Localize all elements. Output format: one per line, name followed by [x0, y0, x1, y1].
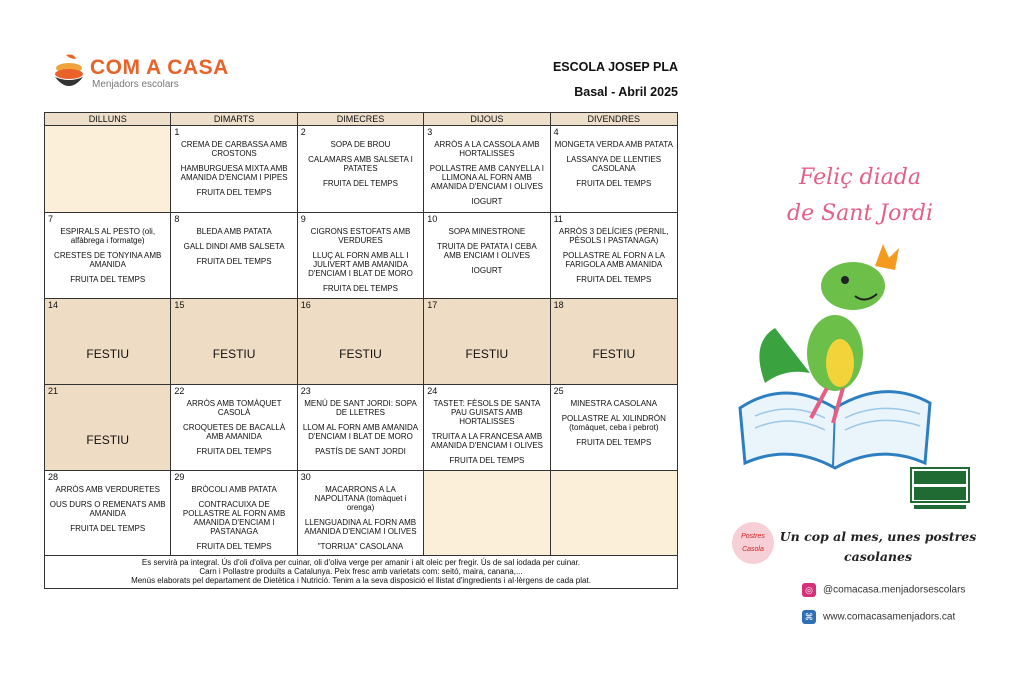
- dessert: FRUITA DEL TEMPS: [449, 456, 525, 465]
- second-course: HAMBURGUESA MIXTA AMB AMANIDA D'ENCIAM I PIPES: [180, 164, 288, 182]
- dish-list: [555, 399, 673, 453]
- day-number: 30: [300, 472, 311, 482]
- day-cell-empty: [45, 126, 171, 212]
- menu-notes: [45, 556, 677, 588]
- calendar-week: [45, 471, 677, 556]
- brand-name: COM A CASA: [90, 56, 229, 79]
- dish-list: [428, 140, 545, 212]
- dessert: "TORRIJA" CASOLANA: [317, 542, 404, 551]
- holiday-cell: [45, 299, 171, 384]
- dish-list: [175, 485, 292, 555]
- day-number: 29: [174, 472, 185, 482]
- dessert: IOGURT: [471, 197, 503, 206]
- second-course: CROQUETES DE BACALLÀ AMB AMANIDA: [182, 423, 286, 441]
- day-cell: [171, 213, 297, 298]
- weekday-label: DIMARTS: [171, 113, 297, 125]
- holiday-cell: [298, 299, 424, 384]
- day-number: 15: [174, 300, 185, 310]
- day-cell: [551, 126, 677, 212]
- day-cell: [171, 126, 297, 212]
- day-number: 3: [427, 127, 433, 137]
- second-course: OUS DURS O REMENATS AMB AMANIDA: [49, 500, 166, 518]
- dessert: FRUITA DEL TEMPS: [323, 284, 398, 293]
- day-cell-empty: [551, 471, 677, 555]
- dish-list: [302, 140, 419, 194]
- day-cell: [298, 385, 424, 470]
- dish-list: [175, 399, 292, 462]
- greeting-line: Feliç diada: [799, 165, 921, 190]
- weekday-label: DIJOUS: [424, 113, 550, 125]
- day-number: 28: [48, 472, 59, 482]
- day-cell: [551, 213, 677, 298]
- day-number: 18: [553, 300, 564, 310]
- holiday-label: FESTIU: [86, 433, 130, 447]
- dessert: FRUITA DEL TEMPS: [576, 275, 652, 284]
- school-name: ESCOLA JOSEP PLA: [552, 60, 678, 74]
- instagram-link[interactable]: [802, 583, 965, 597]
- second-course: LLUÇ AL FORN AMB ALL I JULIVERT AMB AMANIDA D'ENCIAM I BLAT DE MORO: [308, 251, 413, 278]
- first-course: SOPA MINESTRONE: [448, 227, 526, 236]
- holiday-cell: [424, 299, 550, 384]
- day-cell: [424, 385, 550, 470]
- day-cell: [298, 126, 424, 212]
- day-number: 23: [300, 386, 311, 396]
- badge-text: Casola: [742, 546, 764, 553]
- greeting-line: de Sant Jordi: [787, 201, 933, 226]
- day-number: 24: [427, 386, 438, 396]
- dessert: FRUITA DEL TEMPS: [70, 524, 146, 533]
- second-course: CRESTES DE TONYINA AMB AMANIDA: [54, 251, 162, 269]
- note-line: Es servirà pa integral. Ús d'oli d'oliva per cuinar, oli d'oliva verge per amanir i alt oleic per fregir. Ús de sal iodada per cuinar.: [141, 558, 581, 567]
- weekday-label: DIMECRES: [298, 113, 424, 125]
- holiday-label: FESTIU: [465, 347, 509, 361]
- day-number: 7: [48, 214, 54, 224]
- day-number: 22: [174, 386, 185, 396]
- bosa-daqui-icon: [910, 467, 970, 511]
- weekday-label: DILLUNS: [45, 113, 171, 125]
- day-cell: [45, 213, 171, 298]
- dish-list: [428, 399, 545, 470]
- day-number: 9: [300, 214, 306, 224]
- instagram-icon: ◎: [802, 583, 816, 597]
- day-number: 10: [427, 214, 438, 224]
- dessert: IOGURT: [471, 266, 503, 275]
- dessert: FRUITA DEL TEMPS: [196, 188, 272, 197]
- first-course: MACARRONS A LA NAPOLITANA (tomàquet i orenga): [314, 485, 407, 512]
- second-course: LLENGUADINA AL FORN AMB AMANIDA D'ENCIAM I OLIVES: [304, 518, 417, 536]
- holiday-cell: [551, 299, 677, 384]
- calendar-week: [45, 385, 677, 471]
- dessert: FRUITA DEL TEMPS: [323, 179, 398, 188]
- dessert: FRUITA DEL TEMPS: [576, 438, 652, 447]
- holiday-cell: [45, 385, 171, 470]
- dish-list: [302, 399, 419, 462]
- day-cell-empty: [424, 471, 550, 555]
- second-course: TRUITA DE PATATA I CEBA AMB ENCIAM I OLIVES: [437, 242, 537, 260]
- dish-list: [49, 227, 166, 290]
- dessert: FRUITA DEL TEMPS: [196, 542, 272, 551]
- calendar-week: [45, 126, 677, 213]
- dish-list: [555, 227, 673, 290]
- dessert: FRUITA DEL TEMPS: [576, 179, 652, 188]
- first-course: SOPA DE BROU: [330, 140, 391, 149]
- first-course: ARRÒS 3 DELÍCIES (PERNIL, PÈSOLS I PASTANAGA): [558, 227, 669, 245]
- second-course: GALL DINDI AMB SALSETA: [183, 242, 285, 251]
- day-cell: [298, 213, 424, 298]
- first-course: TASTET: FÈSOLS DE SANTA PAU GUISATS AMB HORTALISSES: [433, 399, 541, 426]
- dish-list: [49, 485, 166, 539]
- day-cell: [45, 471, 171, 555]
- day-number: 4: [553, 127, 559, 137]
- first-course: BLEDA AMB PATATA: [196, 227, 272, 236]
- second-course: POLLASTRE AL XILINDRÓN (tomàquet, ceba i pebrot): [561, 414, 666, 432]
- dish-list: [175, 227, 292, 272]
- second-course: LLOM AL FORN AMB AMANIDA D'ENCIAM I BLAT DE MORO: [302, 423, 419, 441]
- day-cell: [171, 385, 297, 470]
- first-course: CREMA DE CARBASSA AMB CROSTONS: [180, 140, 288, 158]
- instagram-handle: @comacasa.menjadorsescolars: [823, 584, 966, 596]
- day-number: 2: [300, 127, 306, 137]
- weekday-header: [45, 113, 677, 126]
- day-cell: [298, 471, 424, 555]
- holiday-cell: [171, 299, 297, 384]
- first-course: ARRÒS AMB TOMÀQUET CASOLÀ: [186, 399, 282, 417]
- first-course: CIGRONS ESTOFATS AMB VERDURES: [310, 227, 411, 245]
- second-course: LASSANYA DE LLENTIES CASOLANA: [566, 155, 662, 173]
- note-line: Menús elaborats pel departament de Dietètica i Nutrició. Tenim a la seva disposició el llistat d'ingredients i al·lèrgens de cada plat.: [131, 576, 591, 585]
- weekday-label: DIVENDRES: [587, 114, 641, 124]
- holiday-label: FESTIU: [592, 347, 636, 361]
- first-course: BRÒCOLI AMB PATATA: [191, 485, 277, 494]
- second-course: POLLASTRE AL FORN A LA FARIGOLA AMB AMANIDA: [562, 251, 665, 269]
- holiday-label: FESTIU: [86, 347, 130, 361]
- day-number: 1: [174, 127, 180, 137]
- day-number: 11: [553, 214, 563, 224]
- calendar-week: [45, 299, 677, 385]
- day-cell: [424, 126, 550, 212]
- dish-list: [302, 485, 419, 555]
- dessert: FRUITA DEL TEMPS: [70, 275, 146, 284]
- dessert: FRUITA DEL TEMPS: [196, 257, 272, 266]
- day-cell: [424, 213, 550, 298]
- dish-list: [175, 140, 292, 203]
- dish-list: [302, 227, 419, 298]
- first-course: ESPIRALS AL PESTO (oli, alfàbrega i formatge): [60, 227, 156, 245]
- menu-calendar: [44, 112, 678, 589]
- second-course: CALAMARS AMB SALSETA I PATATES: [308, 155, 413, 173]
- dish-list: [428, 227, 545, 281]
- day-number: 21: [48, 386, 59, 396]
- note-line: Carn i Pollastre produïts a Catalunya. Peix fresc amb varietats com: seitó, maira, canana,...: [199, 567, 523, 576]
- web-icon: ⌘: [802, 610, 816, 624]
- badge-text: Postres: [741, 533, 765, 540]
- website-link[interactable]: [802, 610, 955, 624]
- first-course: ARRÒS A LA CASSOLA AMB HORTALISSES: [434, 140, 540, 158]
- first-course: MENÚ DE SANT JORDI: SOPA DE LLETRES: [304, 399, 417, 417]
- first-course: MONGETA VERDA AMB PATATA: [554, 140, 673, 149]
- calendar-week: [45, 213, 677, 299]
- second-course: POLLASTRE AMB CANYELLA I LLIMONA AL FORN AMB AMANIDA D'ENCIAM I OLIVES: [429, 164, 545, 191]
- second-course: CONTRACUIXA DE POLLASTRE AL FORN AMB AMANIDA D'ENCIAM I PASTANAGA: [182, 500, 286, 536]
- dish-list: [555, 140, 673, 194]
- day-number: 16: [300, 300, 311, 310]
- day-number: 17: [427, 300, 438, 310]
- day-cell: [551, 385, 677, 470]
- bowl-logo-icon: [52, 52, 86, 92]
- postres-message: Un cop al mes, unes postres casolanes: [779, 529, 977, 564]
- brand-subtitle: Menjadors escolars: [92, 79, 179, 90]
- dessert: FRUITA DEL TEMPS: [196, 447, 272, 456]
- menu-period: Basal - Abril 2025: [574, 85, 678, 99]
- dessert: PASTÍS DE SANT JORDI: [315, 447, 406, 456]
- holiday-label: FESTIU: [212, 347, 256, 361]
- day-number: 14: [48, 300, 59, 310]
- bosa-daqui-logo: [910, 467, 970, 511]
- holiday-label: FESTIU: [339, 347, 382, 361]
- sant-jordi-greeting: [760, 160, 960, 232]
- day-cell: [171, 471, 297, 555]
- day-number: 8: [174, 214, 180, 224]
- brand-logo: [52, 52, 232, 94]
- website-url: www.comacasamenjadors.cat: [823, 611, 956, 623]
- postres-badge: [732, 522, 774, 564]
- dragon-book-illustration: [735, 238, 935, 470]
- day-number: 25: [553, 386, 564, 396]
- second-course: TRUITA A LA FRANCESA AMB AMANIDA D'ENCIAM I OLIVES: [430, 432, 543, 450]
- first-course: ARRÒS AMB VERDURETES: [55, 485, 160, 494]
- first-course: MINESTRA CASOLANA: [570, 399, 658, 408]
